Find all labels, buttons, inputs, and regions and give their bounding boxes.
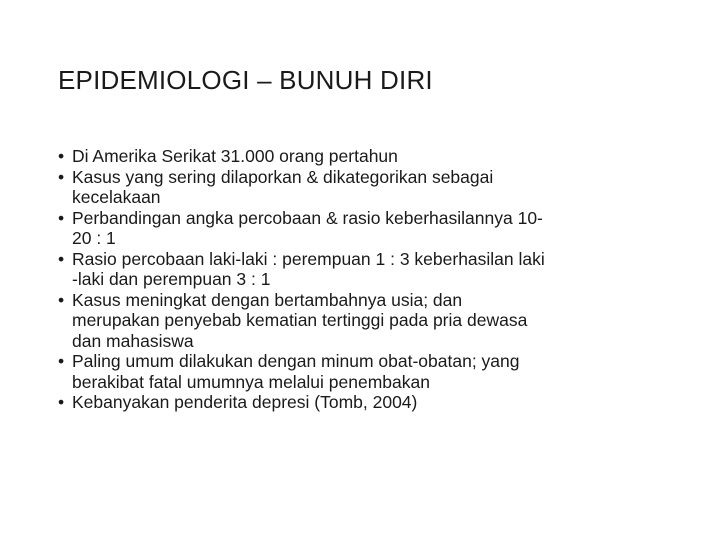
bullet-line: Di Amerika Serikat 31.000 orang pertahun <box>72 146 398 166</box>
bullet-line: Perbandingan angka percobaan & rasio keberhasilannya 10- <box>72 207 543 228</box>
bullet-item <box>58 392 678 413</box>
bullet-icon: • <box>58 351 65 371</box>
bullet-icon: • <box>58 392 65 412</box>
bullet-text <box>72 146 678 167</box>
bullet-item <box>58 208 678 249</box>
bullet-line: berakibat fatal umumnya melalui penembakan <box>72 371 430 392</box>
bullet-text <box>72 249 678 290</box>
bullet-item <box>58 146 678 167</box>
bullet-text <box>72 392 678 413</box>
bullet-list <box>58 146 678 413</box>
bullet-line: merupakan penyebab kematian tertinggi pada pria dewasa <box>72 310 528 330</box>
bullet-item <box>58 167 678 208</box>
slide-title: EPIDEMIOLOGI – BUNUH DIRI <box>58 65 433 95</box>
bullet-line: dan mahasiswa <box>72 330 194 351</box>
bullet-line: Kebanyakan penderita depresi (Tomb, 2004) <box>72 392 418 412</box>
bullet-text <box>72 351 678 392</box>
bullet-line: Rasio percobaan laki-laki : perempuan 1 : 3 keberhasilan laki <box>72 248 545 269</box>
bullet-icon: • <box>58 289 65 310</box>
bullet-icon: • <box>58 248 65 269</box>
bullet-text <box>72 290 678 352</box>
bullet-icon: • <box>58 207 65 228</box>
bullet-line: 20 : 1 <box>72 228 116 248</box>
bullet-line: kecelakaan <box>72 187 161 207</box>
bullet-item <box>58 290 678 352</box>
bullet-item <box>58 249 678 290</box>
bullet-icon: • <box>58 166 65 187</box>
bullet-icon: • <box>58 146 65 166</box>
bullet-line: Paling umum dilakukan dengan minum obat-obatan; yang <box>72 351 520 371</box>
bullet-line: -laki dan perempuan 3 : 1 <box>72 269 271 289</box>
bullet-item <box>58 351 678 392</box>
bullet-text <box>72 208 678 249</box>
bullet-line: Kasus yang sering dilaporkan & dikategorikan sebagai <box>72 166 494 187</box>
bullet-line: Kasus meningkat dengan bertambahnya usia; dan <box>72 289 463 310</box>
bullet-text <box>72 167 678 208</box>
